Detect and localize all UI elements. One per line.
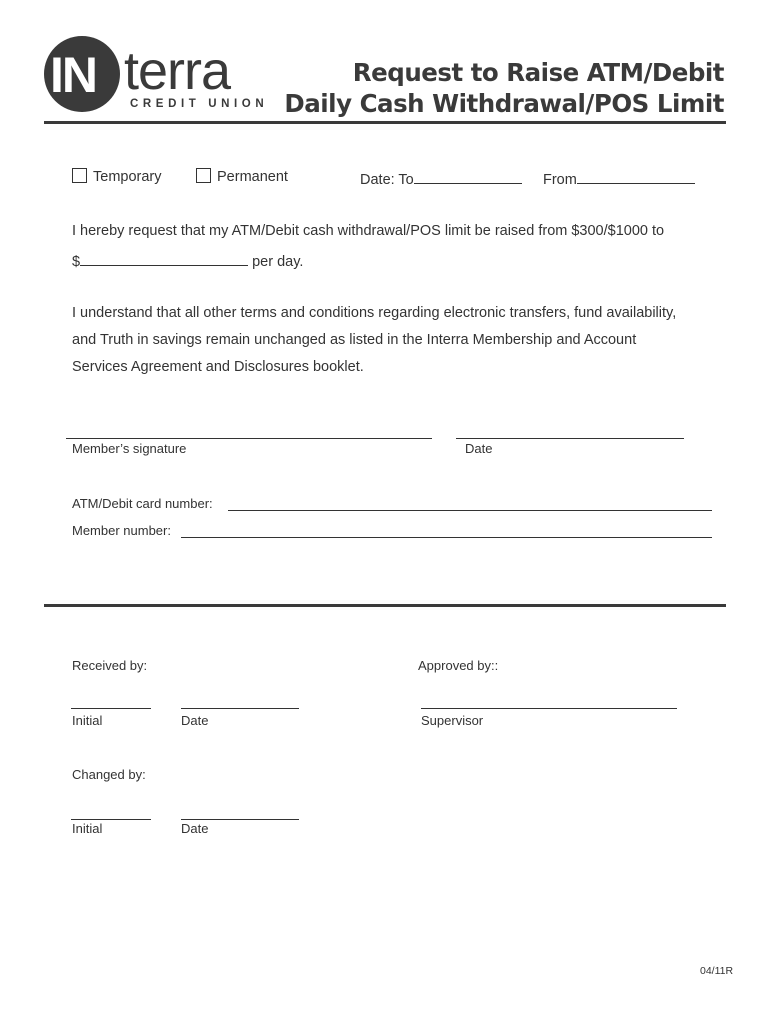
- member-number-line[interactable]: [181, 537, 712, 538]
- request-line2: [72, 251, 303, 270]
- member-signature-line[interactable]: [66, 438, 432, 439]
- temporary-checkbox[interactable]: [72, 168, 87, 183]
- new-limit-blank[interactable]: [80, 251, 248, 266]
- card-number-line[interactable]: [228, 510, 712, 511]
- signature-date-line[interactable]: [456, 438, 684, 439]
- interra-logo: [44, 34, 284, 119]
- form-title-line1: Request to Raise ATM/Debit: [352, 58, 724, 87]
- approved-by-label: Approved by::: [418, 658, 499, 673]
- logo-subtitle: CREDIT UNION: [130, 98, 269, 110]
- changed-by-label: Changed by:: [72, 767, 146, 782]
- date-to-label: Date: To: [360, 172, 414, 188]
- terms-line1: I understand that all other terms and conditions regarding electronic transfers, fund availability,: [72, 305, 677, 321]
- per-day-label: per day.: [252, 254, 304, 270]
- changed-date-label: Date: [181, 821, 209, 836]
- received-date-label: Date: [181, 713, 209, 728]
- received-initial-line[interactable]: [71, 708, 151, 709]
- logo-in-text: IN: [50, 47, 96, 103]
- supervisor-line[interactable]: [421, 708, 677, 709]
- dollar-sign: $: [72, 254, 81, 270]
- changed-initial-label: Initial: [72, 821, 103, 836]
- date-from-field[interactable]: [543, 169, 695, 188]
- temporary-option[interactable]: [72, 168, 162, 185]
- supervisor-label: Supervisor: [421, 713, 484, 728]
- date-to-field[interactable]: [360, 169, 522, 188]
- terms-line2: and Truth in savings remain unchanged as listed in the Interra Membership and Account: [72, 332, 637, 348]
- logo-terra-text: terra: [124, 41, 231, 101]
- request-line1: I hereby request that my ATM/Debit cash withdrawal/POS limit be raised from $300/$1000 to: [72, 223, 665, 239]
- header-divider: [44, 121, 726, 124]
- received-initial-label: Initial: [72, 713, 103, 728]
- member-signature-label: Member’s signature: [72, 441, 187, 456]
- member-number-label: Member number:: [72, 523, 171, 538]
- signature-date-label: Date: [465, 441, 493, 456]
- received-by-label: Received by:: [72, 658, 148, 673]
- office-use-divider: [44, 604, 726, 607]
- received-date-line[interactable]: [181, 708, 299, 709]
- date-from-label: From: [543, 172, 577, 188]
- date-to-blank[interactable]: [414, 169, 522, 184]
- date-from-blank[interactable]: [577, 169, 695, 184]
- permanent-option[interactable]: [196, 168, 288, 185]
- permanent-checkbox[interactable]: [196, 168, 211, 183]
- permanent-label: Permanent: [217, 169, 288, 185]
- form-code: 04/11R: [700, 965, 734, 977]
- form-title-line2: Daily Cash Withdrawal/POS Limit: [284, 89, 724, 118]
- card-number-label: ATM/Debit card number:: [72, 496, 213, 511]
- changed-date-line[interactable]: [181, 819, 299, 820]
- temporary-label: Temporary: [93, 169, 162, 185]
- terms-line3: Services Agreement and Disclosures booklet.: [72, 359, 364, 375]
- changed-initial-line[interactable]: [71, 819, 151, 820]
